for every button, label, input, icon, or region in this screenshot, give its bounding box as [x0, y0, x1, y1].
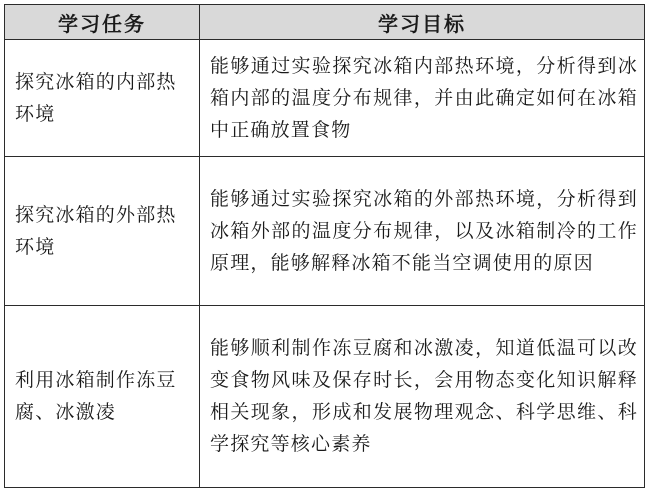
header-goal: 学习目标	[200, 5, 645, 40]
goal-cell: 能够通过实验探究冰箱内部热环境，分析得到冰箱内部的温度分布规律，并由此确定如何在冰箱中正确放置食物	[200, 40, 645, 157]
goal-cell: 能够通过实验探究冰箱的外部热环境，分析得到冰箱外部的温度分布规律，以及冰箱制冷的工作原理，能够解释冰箱不能当空调使用的原因	[200, 156, 645, 305]
table-row	[5, 156, 645, 305]
table-row	[5, 305, 645, 487]
learning-goals-table	[4, 4, 645, 488]
header-task: 学习任务	[5, 5, 200, 40]
task-cell: 探究冰箱的外部热环境	[5, 156, 200, 305]
goal-cell: 能够顺利制作冻豆腐和冰激凌，知道低温可以改变食物风味及保存时长，会用物态变化知识解释相关现象，形成和发展物理观念、科学思维、科学探究等核心素养	[200, 305, 645, 487]
task-cell: 利用冰箱制作冻豆腐、冰激凌	[5, 305, 200, 487]
header-row	[5, 5, 645, 40]
table-row	[5, 40, 645, 157]
task-cell: 探究冰箱的内部热环境	[5, 40, 200, 157]
